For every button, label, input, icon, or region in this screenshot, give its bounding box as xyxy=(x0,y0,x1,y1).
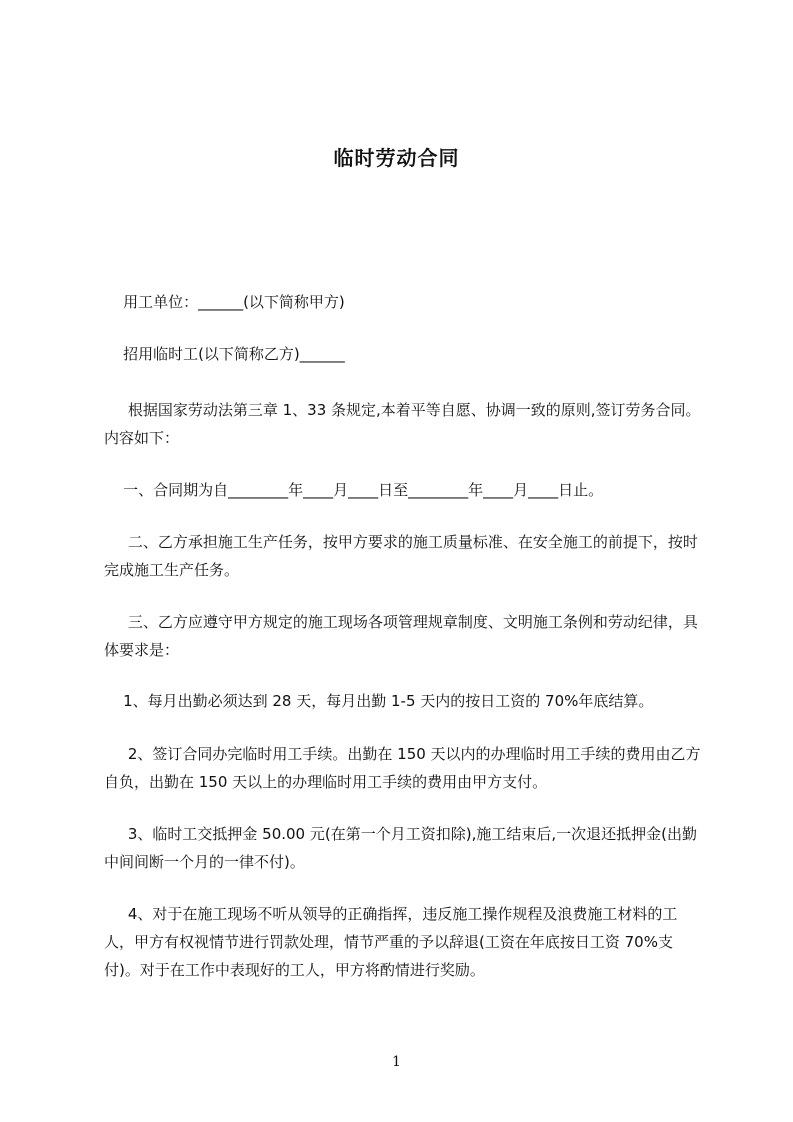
paragraph-term: 一、合同期为自________年____月____日至________年____月____日止。 xyxy=(104,481,604,499)
paragraph-clause-3: 三、乙方应遵守甲方规定的施工现场各项管理规章制度、文明施工条例和劳动纪律，具体要求是： xyxy=(104,613,698,659)
page-number: 1 xyxy=(392,1054,401,1070)
paragraph-item-3: 3、临时工交抵押金 50.00 元(在第一个月工资扣除),施工结束后,一次退还抵押金(出勤中间间断一个月的一律不付)。 xyxy=(104,825,697,871)
document-title: 临时劳动合同 xyxy=(333,146,460,170)
paragraph-clause-2: 二、乙方承担施工生产任务，按甲方要求的施工质量标准、在安全施工的前提下，按时完成施工生产任务。 xyxy=(104,533,698,579)
paragraph-basis: 根据国家劳动法第三章 1、33 条规定,本着平等自愿、协调一致的原则,签订劳务合同。内容如下： xyxy=(104,401,701,447)
paragraph-item-1: 1、每月出勤必须达到 28 天，每月出勤 1-5 天内的按日工资的 70%年底结算。 xyxy=(104,692,654,710)
paragraph-item-2: 2、签订合同办完临时用工手续。出勤在 150 天以内的办理临时用工手续的费用由乙方自负，出勤在 150 天以上的办理临时用工手续的费用由甲方支付。 xyxy=(104,745,701,791)
paragraph-employee: 招用临时工(以下简称乙方)______ xyxy=(104,345,345,363)
paragraph-employer: 用工单位：______(以下简称甲方) xyxy=(104,293,345,311)
paragraph-item-4: 4、对于在施工现场不听从领导的正确指挥，违反施工操作规程及浪费施工材料的工人，甲方有权视情节进行罚款处理，情节严重的予以辞退(工资在年底按日工资 70%支付)。对于在工作中表现好的工人，甲方将酌情进行奖励。 xyxy=(104,905,678,979)
